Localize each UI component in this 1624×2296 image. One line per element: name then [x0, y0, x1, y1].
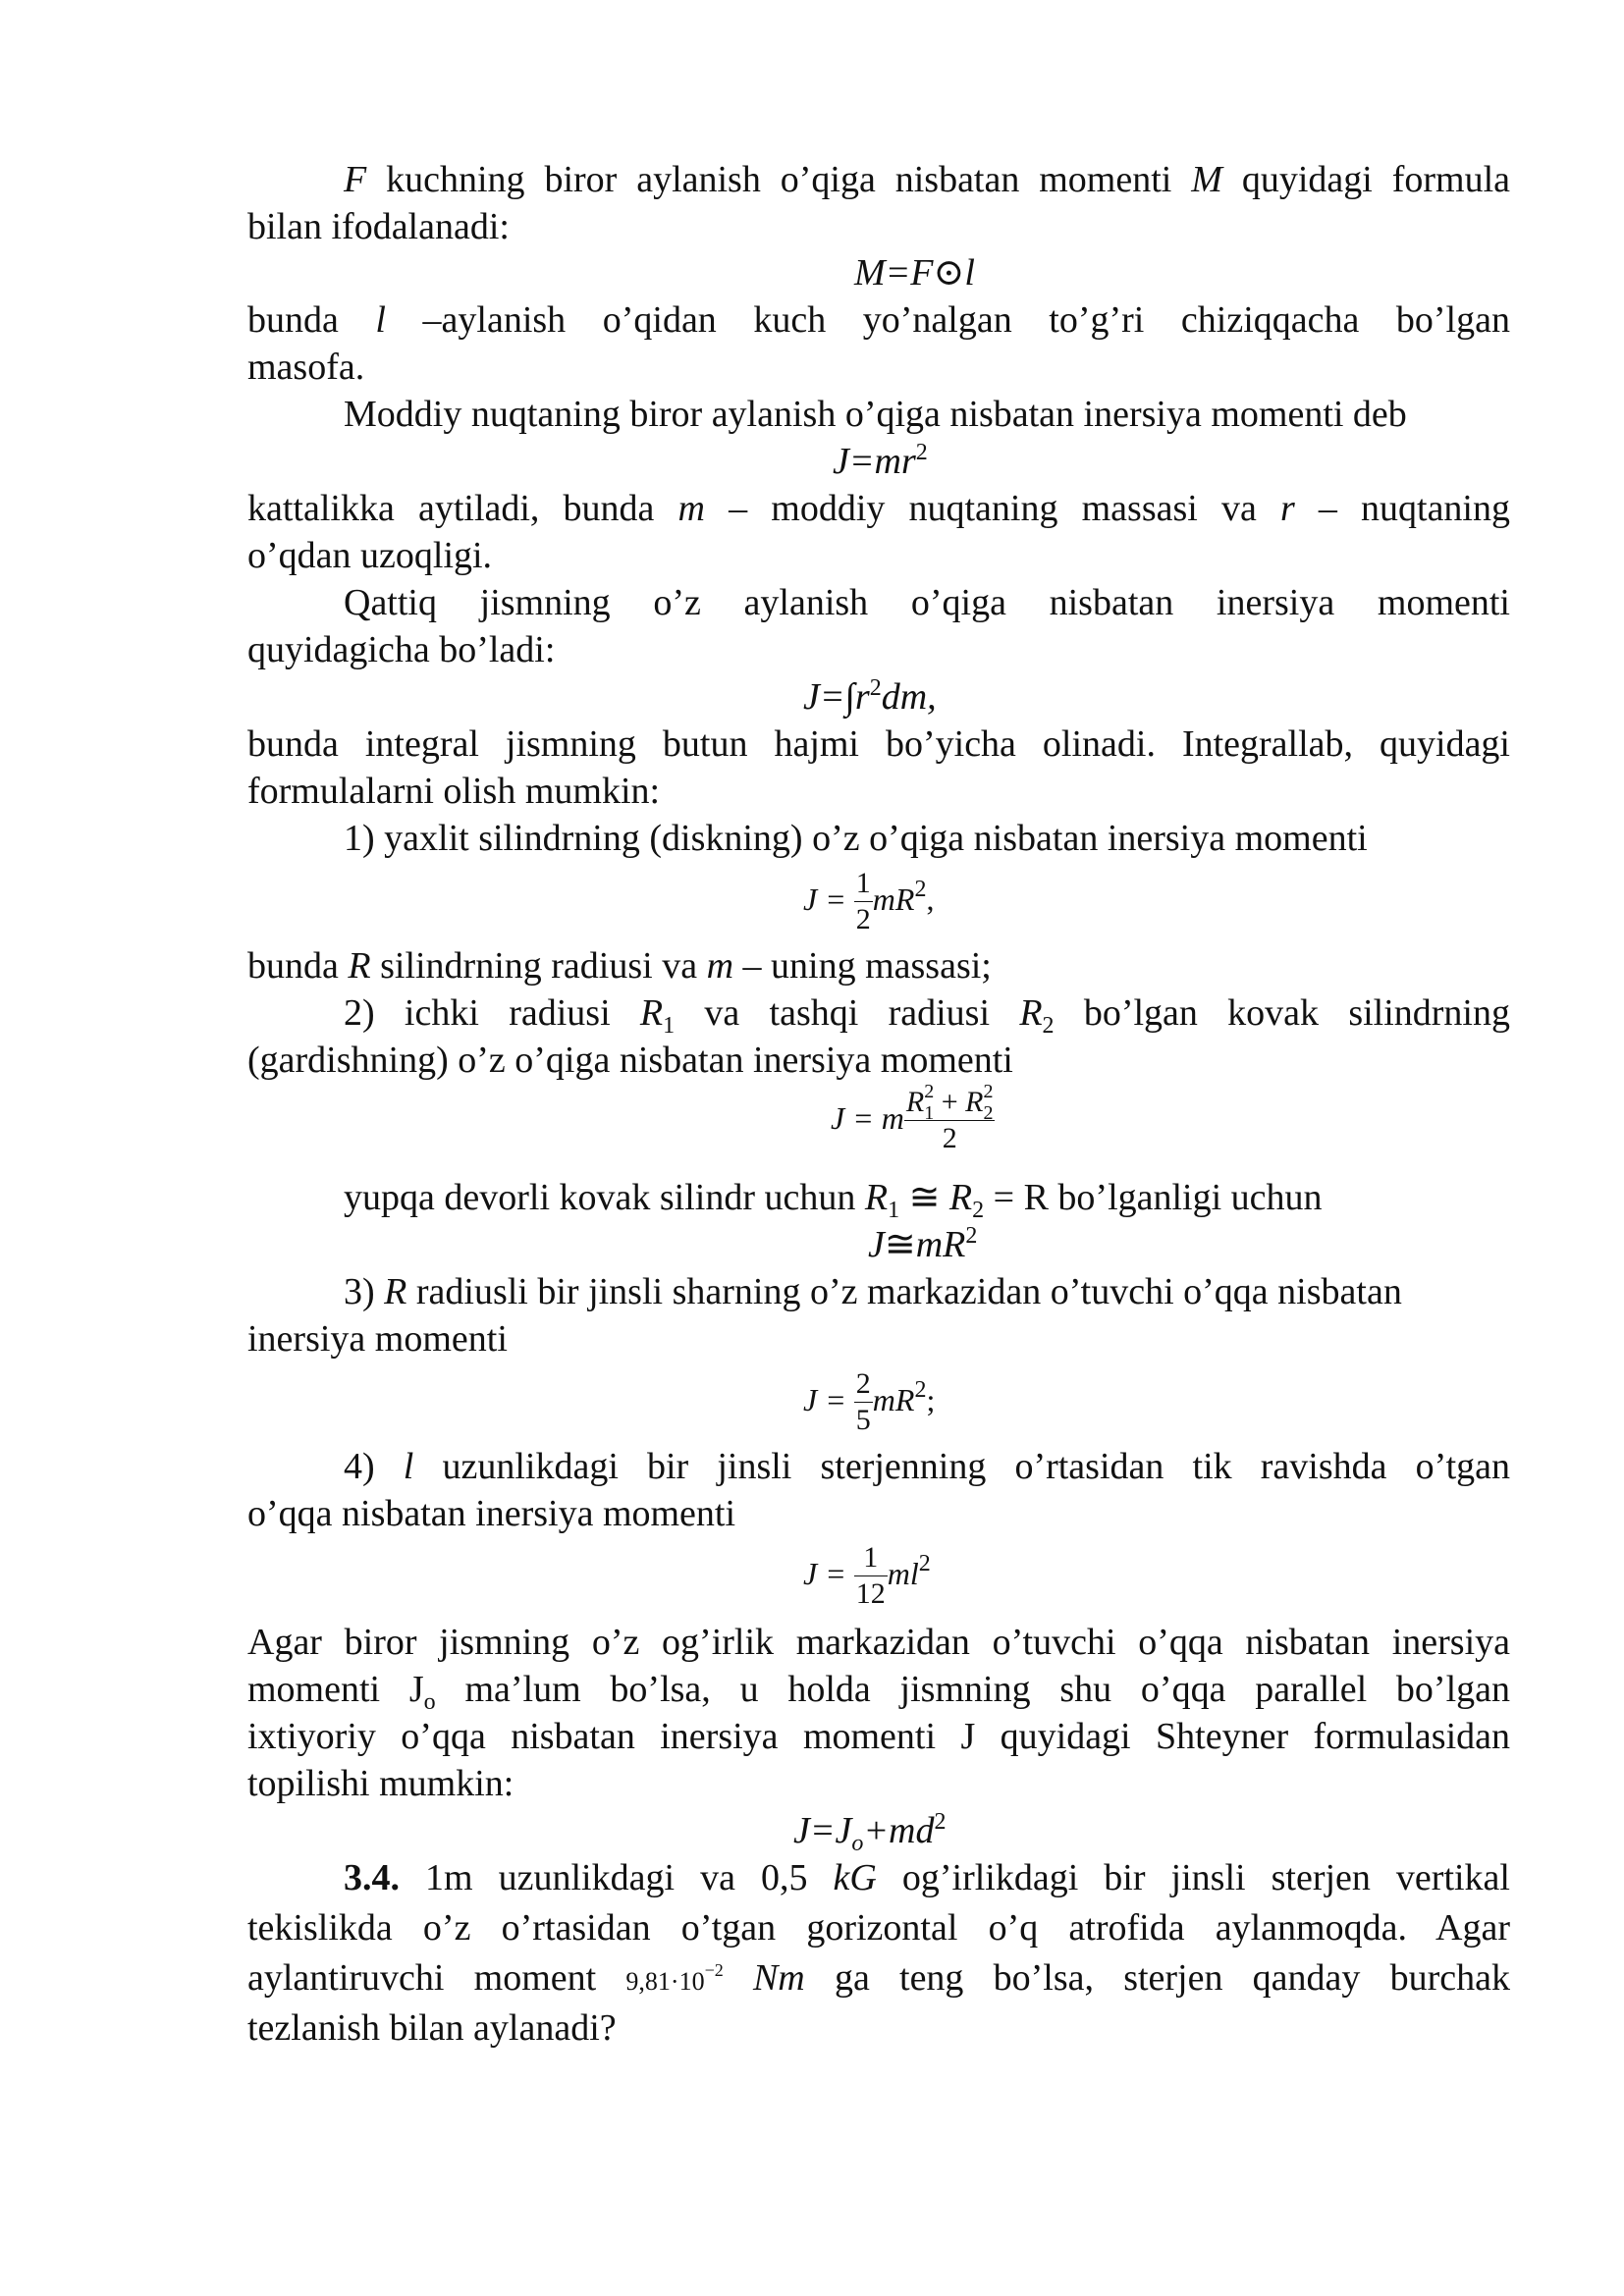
symbol-m: m — [706, 945, 734, 987]
fraction-denominator: 5 — [855, 1404, 871, 1436]
symbol-R1: R — [639, 992, 664, 1034]
formula-rod — [803, 1543, 931, 1609]
subscript: 2 — [983, 1102, 994, 1124]
problem-statement — [344, 1855, 1510, 1900]
paragraph-line: tezlanish bilan aylanadi? — [247, 2007, 617, 2049]
exponent: 2 — [869, 675, 882, 701]
formula-lhs: J = — [803, 1556, 846, 1592]
fraction-numerator: 1 — [863, 1541, 879, 1574]
formula-integral — [803, 674, 937, 720]
formula-rhs: ml — [887, 1556, 919, 1592]
text: silindrning radiusi va — [370, 945, 707, 987]
approx-sign: ≅ — [899, 1177, 949, 1218]
symbol-M: M — [1191, 159, 1222, 200]
text: = R bo’lganligi uchun — [984, 1177, 1323, 1218]
text: 4) — [344, 1446, 404, 1487]
formula-rhs: mR — [872, 881, 915, 918]
torque-value: 9,81·10 — [625, 1967, 705, 1996]
exponent: 2 — [965, 1223, 978, 1249]
list-item-solid-cylinder: 1) yaxlit silindrning (diskning) o’z o’qiga nisbatan inersiya momenti — [344, 818, 1368, 859]
paragraph-integration: bunda integral jismning butun hajmi bo’yicha olinadi. Integrallab, quyidagi — [247, 723, 1510, 765]
symbol-R: R — [384, 1271, 407, 1312]
subscript: o — [851, 1831, 864, 1856]
subscript: 1 — [924, 1102, 935, 1124]
fraction-numerator — [904, 1081, 996, 1124]
exponent: 2 — [918, 1551, 931, 1577]
exponent: 2 — [914, 1377, 927, 1404]
paragraph-rigid-body: Qattiq jismning o’z aylanish o’qiga nisbatan inersiya momenti — [344, 582, 1510, 623]
unit-kG: kG — [833, 1857, 877, 1898]
paragraph-line: topilishi mumkin: — [247, 1763, 514, 1804]
paragraph-moment-definition — [344, 157, 1510, 202]
formula-solid-cylinder — [803, 869, 934, 934]
text: bunda — [247, 945, 349, 987]
text: va tashqi radiusi — [675, 992, 1020, 1034]
paragraph-steiner: Agar biror jismning o’z og’irlik markazidan o’tuvchi o’qqa nisbatan inersiya — [247, 1622, 1510, 1663]
symbol-R2: R — [965, 1086, 984, 1118]
fraction-denominator: 2 — [904, 1120, 996, 1153]
text: yupqa devorli kovak silindr uchun — [344, 1177, 865, 1218]
paragraph-line: formulalarni olish mumkin: — [247, 771, 661, 812]
symbol-R2: R — [1019, 992, 1043, 1034]
paragraph-line: quyidagicha bo’ladi: — [247, 629, 556, 670]
symbol-F: F — [344, 159, 367, 200]
paragraph-radius-mass — [247, 943, 1510, 988]
text: momenti J — [247, 1669, 424, 1710]
formula-text: J — [868, 1224, 885, 1265]
fraction — [854, 1369, 873, 1435]
fraction — [904, 1081, 996, 1154]
text: kuchning biror aylanish o’qiga nisbatan momenti — [366, 159, 1192, 200]
symbol-R2: R — [948, 1177, 973, 1218]
plus-sign: + — [934, 1086, 966, 1118]
text: – moddiy nuqtaning massasi va — [705, 488, 1280, 529]
paragraph-point-inertia: Moddiy nuqtaning biror aylanish o’qiga nisbatan inersiya momenti deb — [344, 394, 1407, 435]
paragraph-line: bilan ifodalanadi: — [247, 206, 510, 247]
exponent: −2 — [704, 1960, 724, 1980]
exponent: 2 — [915, 440, 928, 465]
formula-hollow-cylinder — [831, 1081, 995, 1154]
paragraph-mass-radius — [247, 486, 1510, 531]
subscript: o — [423, 1689, 436, 1715]
symbol-R: R — [348, 945, 371, 987]
fraction-denominator: 12 — [855, 1577, 886, 1610]
formula-rhs: mR — [872, 1382, 915, 1418]
formula-text: J=J — [793, 1810, 852, 1851]
punctuation: , — [926, 881, 935, 918]
symbol-l: l — [375, 299, 386, 341]
formula-steiner — [793, 1808, 947, 1856]
formula-text: M=F⊙l — [854, 252, 975, 294]
symbol-m: m — [677, 488, 705, 529]
paragraph-line: inersiya momenti — [247, 1318, 508, 1360]
formula-text: J=mr — [833, 441, 916, 482]
fraction — [854, 869, 873, 934]
list-item-hollow-cylinder — [344, 990, 1510, 1039]
text: bo’lgan kovak silindrning — [1054, 992, 1510, 1034]
paragraph-line: (gardishning) o’z o’qiga nisbatan inersiya momenti — [247, 1040, 1013, 1081]
text: uzunlikdagi bir jinsli sterjenning o’rtasidan tik ravishda o’tgan — [413, 1446, 1510, 1487]
list-item-rod — [344, 1444, 1510, 1489]
text: ga teng bo’lsa, sterjen qanday burchak — [804, 1957, 1510, 1999]
formula-text: dm, — [881, 676, 937, 718]
unit-Nm: Nm — [752, 1957, 805, 1999]
text: 3) — [344, 1271, 385, 1312]
subscript: 1 — [888, 1198, 900, 1223]
paragraph-line: ixtiyoriy o’qqa nisbatan inersiya momenti J quyidagi Shteyner formulasidan — [247, 1716, 1510, 1757]
formula-text: mR — [915, 1224, 966, 1265]
text: quyidagi formula — [1221, 159, 1510, 200]
text: – uning massasi; — [733, 945, 992, 987]
fraction-numerator: 1 — [855, 867, 871, 899]
problem-number: 3.4. — [344, 1857, 400, 1898]
formula-text: J=∫r — [803, 676, 870, 718]
subscript: 2 — [972, 1198, 985, 1223]
approx-sign: ≅ — [884, 1224, 916, 1265]
formula-thin-wall — [868, 1222, 977, 1267]
list-item-sphere — [344, 1269, 1510, 1314]
paragraph-line: tekislikda o’z o’rtasidan o’tgan gorizontal o’q atrofida aylanmoqda. Agar — [247, 1907, 1510, 1949]
fraction — [854, 1543, 888, 1609]
formula-lhs: J = — [803, 881, 846, 918]
formula-text: +md — [863, 1810, 935, 1851]
exponent: 2 — [914, 877, 927, 903]
paragraph-distance — [247, 297, 1510, 343]
paragraph-line — [247, 1955, 1510, 2004]
formula-lhs: J = m — [831, 1100, 904, 1137]
paragraph-line: masofa. — [247, 347, 365, 388]
paragraph-line: o’qdan uzoqligi. — [247, 535, 493, 576]
text: ma’lum bo’lsa, u holda jismning shu o’qqa parallel bo’lgan — [435, 1669, 1510, 1710]
symbol-R1: R — [905, 1086, 925, 1118]
subscript: 2 — [1042, 1013, 1055, 1039]
text: bunda — [247, 299, 376, 341]
text: kattalikka aytiladi, bunda — [247, 488, 678, 529]
symbol-R1: R — [864, 1177, 889, 1218]
exponent: 2 — [934, 1809, 947, 1835]
fraction-numerator: 2 — [855, 1367, 871, 1400]
formula-lhs: J = — [803, 1382, 846, 1418]
formula-moment — [854, 250, 975, 295]
symbol-l: l — [403, 1446, 414, 1487]
fraction-denominator: 2 — [855, 903, 871, 935]
text: – nuqtaning — [1294, 488, 1510, 529]
symbol-r: r — [1279, 488, 1295, 529]
formula-sphere — [803, 1369, 935, 1435]
text: 2) ichki radiusi — [344, 992, 640, 1034]
exponent: 2 — [924, 1081, 935, 1102]
text: aylantiruvchi moment — [247, 1957, 626, 1999]
formula-point-inertia — [833, 439, 928, 484]
subscript: 1 — [663, 1013, 676, 1039]
paragraph-line — [247, 1667, 1510, 1715]
punctuation: ; — [926, 1382, 936, 1418]
text: og’irlikdagi bir jinsli sterjen vertikal — [876, 1857, 1510, 1898]
text: radiusli bir jinsli sharning o’z markazidan o’tuvchi o’qqa nisbatan — [406, 1271, 1402, 1312]
paragraph-line: o’qqa nisbatan inersiya momenti — [247, 1493, 736, 1534]
exponent: 2 — [983, 1081, 994, 1102]
text: –aylanish o’qidan kuch yo’nalgan to’g’ri chiziqqacha bo’lgan — [385, 299, 1510, 341]
paragraph-thin-wall — [344, 1175, 1510, 1223]
text: 1m uzunlikdagi va 0,5 — [400, 1857, 834, 1898]
